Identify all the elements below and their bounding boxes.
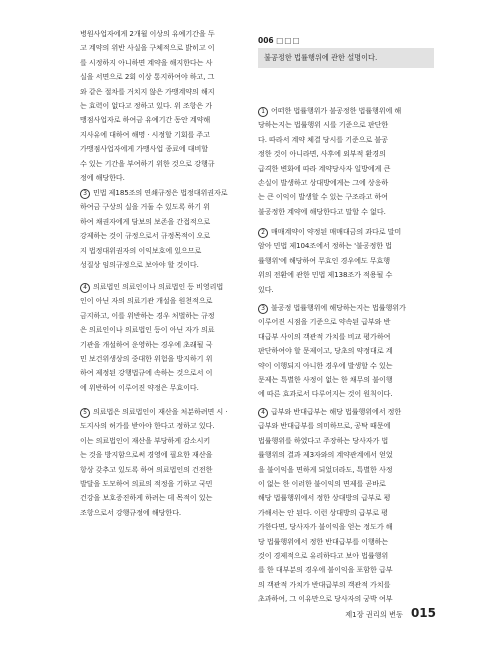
text-line: 판단하여야 할 문제이고, 당초의 약정대로 계 <box>258 346 393 356</box>
question-number: 006 <box>258 36 274 45</box>
text-line: 대급부 사이의 객관적 가치를 비교 평가하여 <box>258 331 391 341</box>
text-line: 1 어떠한 법률행위가 불공정한 법률행위에 해 <box>258 104 434 118</box>
text-line: 4 의료법인 의료인이나 의료법인 등 비영리법 <box>80 280 256 294</box>
text-line: 5 의료법은 의료법인이 재산을 처분하려면 시 · <box>80 405 256 419</box>
text-line: 4 급부와 반대급부는 해당 법률행위에서 정한 <box>258 405 434 419</box>
text-line: 3 불공정 법률행위에 해당하는지는 법률행위가 <box>258 301 434 315</box>
text-line: 이루어진 시점을 기준으로 약속된 급부와 반 <box>258 317 391 327</box>
answer-item-4-right <box>258 405 434 607</box>
answer-item-3-right <box>258 301 434 402</box>
question-header <box>258 36 438 45</box>
text-line: 가맹점사업자에게 가맹사업 종료에 대비할 <box>80 144 209 154</box>
text-line: 고 계약의 위반 사실을 구체적으로 밝히고 이 <box>80 43 215 53</box>
item-number: 1 <box>258 107 268 117</box>
text-line: 금지하고, 이를 위반하는 경우 처벌하는 규정 <box>80 310 215 320</box>
answer-item-5 <box>80 405 256 520</box>
text-line: 조항으로서 강행규정에 해당한다. <box>80 507 181 517</box>
page-footer <box>345 606 436 620</box>
text-line: 있다. <box>258 284 274 294</box>
text-line: 를 시정하지 아니하면 계약을 해지한다는 사 <box>80 57 213 67</box>
item-number: 4 <box>80 283 90 293</box>
text-line: 위의 전환에 관한 민법 제138조가 적용될 수 <box>258 270 393 280</box>
text-line: 기관을 개설하여 운영하는 경우에 초래될 국 <box>80 339 213 349</box>
text-line: 은 의료인이나 의료법인 등이 아닌 자가 의료 <box>80 325 215 335</box>
text-line: 손실이 발생하고 상대방에게는 그에 상응하 <box>258 178 389 188</box>
text-line: 수 있는 기간을 부여하기 위한 것으로 강행규 <box>80 158 215 168</box>
chapter-title: 제1장 권리의 변동 <box>345 610 403 619</box>
answer-item-1 <box>258 104 434 219</box>
text-line: 초과하여, 그 이유만으로 당사자의 궁박 여부 <box>258 594 393 604</box>
text-line: 에 위반하여 이루어진 약정은 무효이다. <box>80 382 199 392</box>
text-line: 다. 따라서 계약 체결 당시를 기준으로 불공 <box>258 134 388 144</box>
text-line: 성질상 임의규정으로 보아야 할 것이다. <box>80 260 199 270</box>
text-line: 급부와 반대급부를 의미하므로, 공탁 때문에 <box>258 421 391 431</box>
text-line: 는 것을 방지함으로써 경영에 필요한 재산을 <box>80 450 213 460</box>
question-bar: 불공정한 법률행위에 관한 설명이다. <box>258 48 434 68</box>
text-line: 맹점사업자로 하여금 유예기간 동안 계약해 <box>80 115 211 125</box>
text-line: 암아 민법 제104조에서 정하는 '불공정한 법 <box>258 241 392 251</box>
text-line: 정에 해당한다. <box>80 173 125 183</box>
text-line: 민 보건위생상의 중대한 위험을 방지하기 위 <box>80 354 213 364</box>
text-line: 을 불이익을 면하게 되었더라도, 특별한 사정 <box>258 464 393 474</box>
text-line: 병원사업자에게 2개월 이상의 유예기간을 두 <box>80 29 215 38</box>
text-line: 를 한 대부분의 경우에 불이익을 포함한 급부 <box>258 565 393 575</box>
text-line: 지 법정대위권자의 이익보호에 있으므로 <box>80 245 202 255</box>
text-line: 급격한 변화에 따라 계약당사자 일방에게 큰 <box>258 163 391 173</box>
text-line: 당 법률행위에서 정한 반대급부를 이행하는 <box>258 536 389 546</box>
text-line: 문제는 특별한 사정이 없는 한 채무의 불이행 <box>258 375 393 385</box>
item-number: 5 <box>80 408 90 418</box>
text-line: 3 민법 제185조의 연쇄규정은 법정대위권자로 <box>80 186 256 200</box>
text-line: 는 큰 이익이 발생할 수 있는 구조라고 하여 <box>258 192 388 202</box>
text-line: 건강을 보호증진하게 하려는 데 목적이 있는 <box>80 493 213 503</box>
check-boxes: □□□ <box>276 36 301 45</box>
text-line: 인이 아닌 자의 의료기관 개설을 원천적으로 <box>80 296 213 306</box>
text-line: 하여금 구상의 실을 거둘 수 있도록 하기 위 <box>80 202 210 212</box>
answer-item-4 <box>80 280 256 395</box>
text-line: 이는 의료법인이 재산을 부당하게 감소시키 <box>80 435 211 445</box>
item-number: 2 <box>258 228 268 238</box>
item-number: 4 <box>258 408 268 418</box>
intro-paragraph <box>80 27 256 185</box>
text-line: 하여 채권자에게 담보의 보존을 간접적으로 <box>80 216 211 226</box>
text-line: 2 매매계약이 약정된 매매대금의 과다로 말미 <box>258 225 434 239</box>
text-line: 가해서는 안 된다. 이런 상대방의 급부로 평 <box>258 507 388 517</box>
text-line: 지사유에 대하여 해명 · 시정할 기회를 주고 <box>80 129 210 139</box>
text-line: 강제하는 것이 규정으로서 규정목적이 오로 <box>80 231 211 241</box>
text-line: 이 없는 한 이러한 불이익의 면제를 곧바로 <box>258 479 386 489</box>
answer-item-2 <box>258 225 434 297</box>
item-number: 3 <box>258 304 268 314</box>
text-line: 발달을 도모하여 의료의 적정을 기하고 국민 <box>80 479 213 489</box>
answer-item-3 <box>80 186 256 272</box>
text-line: 약이 이행되지 아니한 경우에 발생할 수 있는 <box>258 360 393 370</box>
text-line: 실을 서면으로 2회 이상 통지하여야 하고, 그 <box>80 72 215 82</box>
text-line: 해당 법률행위에서 정한 상대방의 급부로 평 <box>258 493 391 503</box>
item-number: 3 <box>80 189 90 199</box>
text-line: 률행위의 결과 제3자와의 계약관계에서 얻었 <box>258 450 393 460</box>
text-line: 하여 제정된 강행법규에 속하는 것으로서 이 <box>80 368 213 378</box>
text-line: 에 따른 효과로서 다루어지는 것이 원칙이다. <box>258 389 393 399</box>
page-number: 015 <box>410 606 436 620</box>
text-line: 의 객관적 가치가 반대급부의 객관적 가치를 <box>258 579 391 589</box>
text-line: 것이 경제적으로 유리하다고 보아 법률행위 <box>258 551 389 561</box>
text-line: 정한 것이 아니라면, 사후에 외부적 환경의 <box>258 149 386 159</box>
text-line: 가한다면, 당사자가 불이익을 얻는 정도가 해 <box>258 522 393 532</box>
text-line: 도지사의 허가를 받아야 한다고 정하고 있다. <box>80 421 215 431</box>
text-line: 와 같은 절차를 거치지 않은 가맹계약의 해지 <box>80 86 215 96</box>
text-line: 항상 갖추고 있도록 하여 의료법인의 건전한 <box>80 464 213 474</box>
text-line: 불공정한 계약에 해당한다고 말할 수 없다. <box>258 206 386 216</box>
text-line: 당하는지는 법률행위 시를 기준으로 판단한 <box>258 120 389 130</box>
text-line: 는 효력이 없다고 정하고 있다. 위 조항은 가 <box>80 101 213 111</box>
text-line: 률행위'에 해당하여 무효인 경우에도 무효행 <box>258 255 391 265</box>
text-line: 법률행위를 하였다고 주장하는 당사자가 법 <box>258 435 389 445</box>
